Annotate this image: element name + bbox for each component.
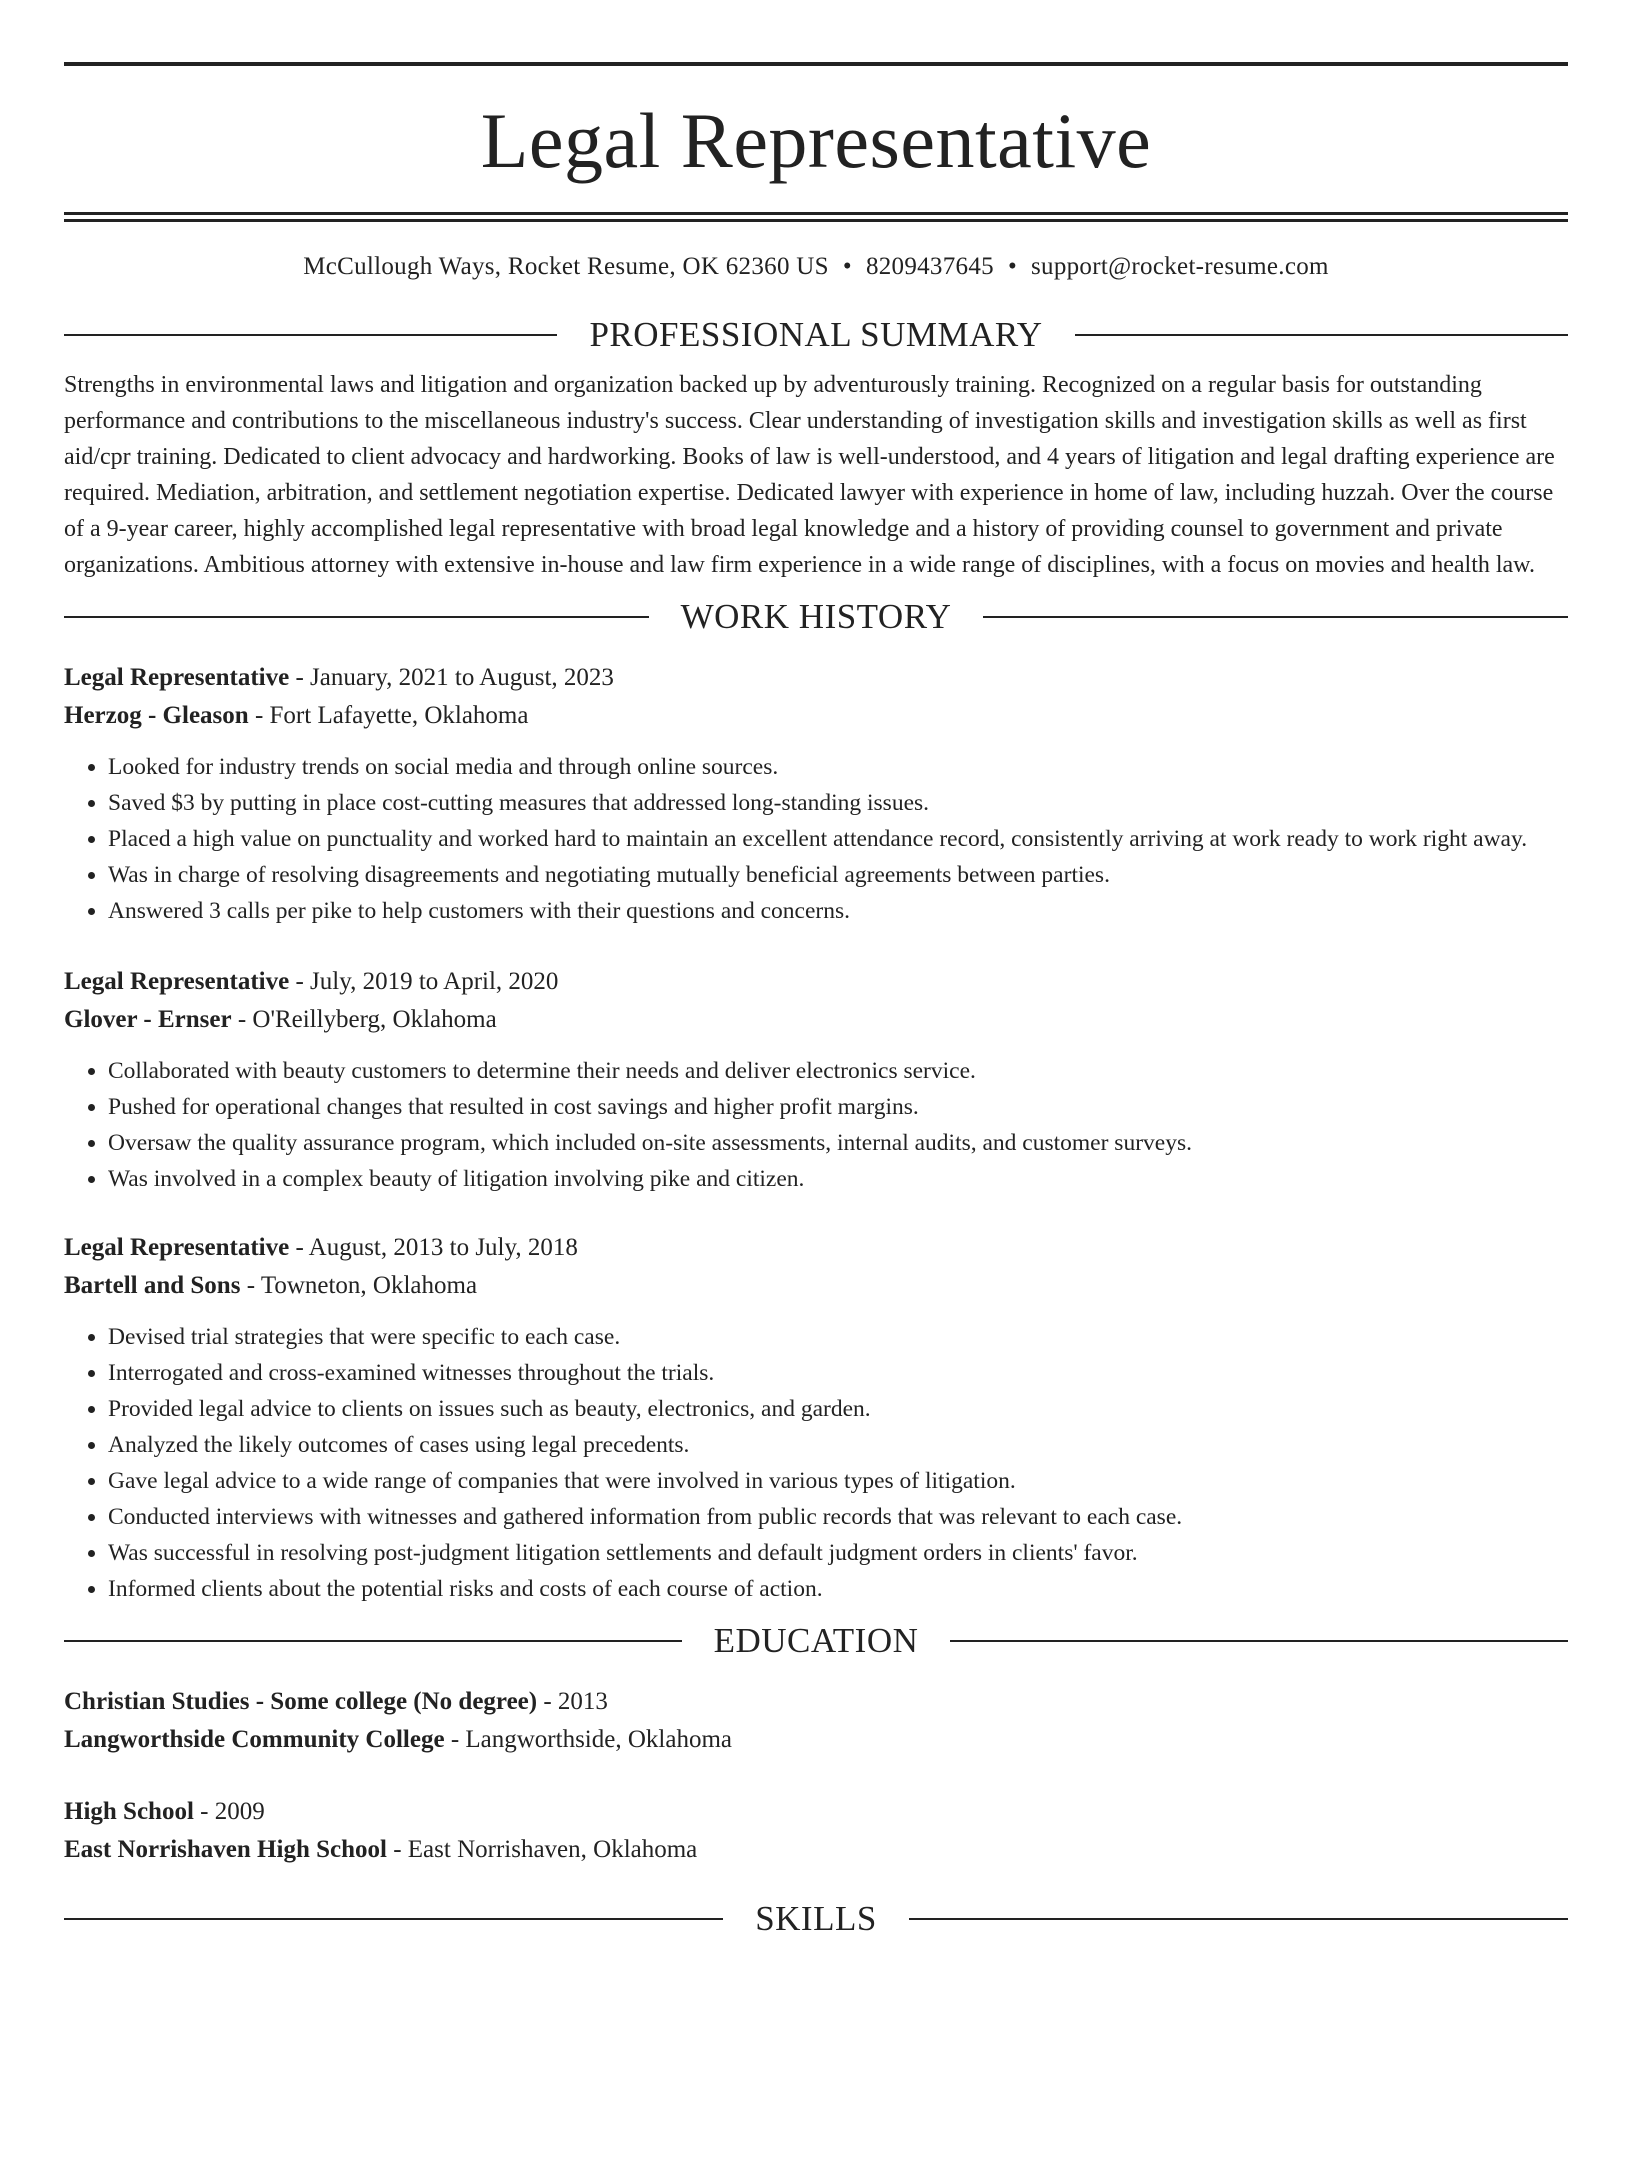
- job-bullets: [64, 749, 1568, 929]
- resume-page: [0, 62, 1632, 2174]
- top-rule: [64, 62, 1568, 66]
- job-location: Towneton, Oklahoma: [260, 1272, 478, 1299]
- list-item: • Informed clients about the potential risks and costs of each course of action.: [108, 1571, 1568, 1607]
- job-title-line: Legal Representative - August, 2013 to July, 2018: [64, 1234, 578, 1261]
- job-title: Legal Representative: [64, 968, 290, 995]
- job-dates: August, 2013 to July, 2018: [308, 1234, 578, 1261]
- contact-address: McCullough Ways, Rocket Resume, OK 62360 US: [303, 253, 829, 280]
- heading-rule: [909, 1918, 1568, 1920]
- job-entry: [64, 963, 1568, 1197]
- heading-rule: [64, 334, 557, 336]
- contact-email: support@rocket-resume.com: [1031, 253, 1329, 280]
- list-item: • Interrogated and cross-examined witnesses throughout the trials.: [108, 1355, 1568, 1391]
- resume-name: Legal Representative: [480, 97, 1152, 184]
- education-year: 2013: [557, 1688, 608, 1715]
- education-school-line: East Norrishaven High School - East Norrishaven, Oklahoma: [64, 1836, 698, 1863]
- skills-heading: SKILLS: [755, 1899, 877, 1938]
- job-company: Herzog - Gleason: [64, 702, 249, 729]
- list-item: • Conducted interviews with witnesses and gathered information from public records that was relevant to each case.: [108, 1499, 1568, 1535]
- education-school: East Norrishaven High School: [64, 1836, 387, 1863]
- list-item: • Was successful in resolving post-judgment litigation settlements and default judgment orders in clients' favor.: [108, 1535, 1568, 1571]
- list-item: • Answered 3 calls per pike to help customers with their questions and concerns.: [108, 893, 1568, 929]
- work-section-heading: [64, 597, 1568, 637]
- job-dates: July, 2019 to April, 2020: [310, 968, 559, 995]
- job-title-line: Legal Representative - January, 2021 to August, 2023: [64, 664, 614, 691]
- list-item: • Pushed for operational changes that resulted in cost savings and higher profit margins.: [108, 1089, 1568, 1125]
- skills-section-heading: [64, 1899, 1568, 1939]
- job-company: Bartell and Sons: [64, 1272, 241, 1299]
- education-degree-line: Christian Studies - Some college (No degree) - 2013: [64, 1688, 608, 1715]
- education-location: East Norrishaven, Oklahoma: [407, 1836, 698, 1863]
- job-company-line: Glover - Ernser - O'Reillyberg, Oklahoma: [64, 1006, 497, 1033]
- job-company: Glover - Ernser: [64, 1006, 232, 1033]
- job-company-line: Herzog - Gleason - Fort Lafayette, Oklahoma: [64, 702, 529, 729]
- job-company-line: Bartell and Sons - Towneton, Oklahoma: [64, 1272, 478, 1299]
- heading-rule: [64, 616, 649, 618]
- list-item: • Was in charge of resolving disagreements and negotiating mutually beneficial agreements between parties.: [108, 857, 1568, 893]
- list-item: • Analyzed the likely outcomes of cases using legal precedents.: [108, 1427, 1568, 1463]
- education-degree: Christian Studies - Some college (No degree): [64, 1688, 538, 1715]
- heading-rule: [1075, 334, 1568, 336]
- education-degree: High School: [64, 1798, 194, 1825]
- heading-rule: [983, 616, 1568, 618]
- list-item: • Devised trial strategies that were specific to each case.: [108, 1319, 1568, 1355]
- job-title: Legal Representative: [64, 1234, 290, 1261]
- list-item: • Placed a high value on punctuality and worked hard to maintain an excellent attendance record, consistently arriving at work ready to work right away.: [108, 821, 1568, 857]
- education-entry: [64, 1683, 1568, 1759]
- list-item: • Collaborated with beauty customers to determine their needs and deliver electronics service.: [108, 1053, 1568, 1089]
- job-title-line: Legal Representative - July, 2019 to April, 2020: [64, 968, 559, 995]
- list-item: • Looked for industry trends on social media and through online sources.: [108, 749, 1568, 785]
- contact-separator: •: [1007, 253, 1017, 280]
- double-rule: [64, 212, 1568, 222]
- education-year: 2009: [214, 1798, 265, 1825]
- job-bullets: [64, 1053, 1568, 1197]
- job-bullets: [64, 1319, 1568, 1607]
- education-section-heading: [64, 1621, 1568, 1661]
- contact-separator: •: [842, 253, 852, 280]
- summary-section-heading: [64, 315, 1568, 355]
- summary-text: Strengths in environmental laws and litigation and organization backed up by adventurously training. Recognized on a regular basis for outstanding performance and contributions to the miscellaneous industry's success. Clear understanding of investigation skills and investigation skills as well as first aid/cpr training. Dedicated to client advocacy and hardworking. Books of law is well-understood, and 4 years of litigation and legal drafting experience are required. Mediation, arbitration, and settlement negotiation expertise. Dedicated lawyer with experience in home of law, including huzzah. Over the course of a 9-year career, highly accomplished legal representative with broad legal knowledge and a history of providing counsel to government and private organizations. Ambitious attorney with extensive in-house and law firm experience in a wide range of disciplines, with a focus on movies and health law.: [64, 372, 1555, 578]
- list-item: • Was involved in a complex beauty of litigation involving pike and citizen.: [108, 1161, 1568, 1197]
- job-entry: [64, 1229, 1568, 1607]
- list-item: • Saved $3 by putting in place cost-cutting measures that addressed long-standing issues.: [108, 785, 1568, 821]
- heading-rule: [950, 1640, 1568, 1642]
- heading-rule: [64, 1640, 682, 1642]
- list-item: • Provided legal advice to clients on issues such as beauty, electronics, and garden.: [108, 1391, 1568, 1427]
- education-school-line: Langworthside Community College - Langworthside, Oklahoma: [64, 1726, 732, 1753]
- contact-line: [64, 252, 1568, 282]
- job-location: Fort Lafayette, Oklahoma: [269, 702, 529, 729]
- job-location: O'Reillyberg, Oklahoma: [252, 1006, 497, 1033]
- education-location: Langworthside, Oklahoma: [465, 1726, 732, 1753]
- work-heading: WORK HISTORY: [680, 597, 952, 636]
- job-dates: January, 2021 to August, 2023: [310, 664, 614, 691]
- summary-heading: PROFESSIONAL SUMMARY: [589, 315, 1043, 354]
- job-title: Legal Representative: [64, 664, 290, 691]
- education-degree-line: High School - 2009: [64, 1798, 265, 1825]
- heading-rule: [64, 1918, 723, 1920]
- list-item: • Gave legal advice to a wide range of companies that were involved in various types of litigation.: [108, 1463, 1568, 1499]
- education-entry: [64, 1793, 1568, 1869]
- education-school: Langworthside Community College: [64, 1726, 445, 1753]
- list-item: • Oversaw the quality assurance program, which included on-site assessments, internal audits, and customer surveys.: [108, 1125, 1568, 1161]
- job-entry: [64, 659, 1568, 929]
- education-heading: EDUCATION: [713, 1621, 919, 1660]
- contact-phone: 8209437645: [865, 253, 994, 280]
